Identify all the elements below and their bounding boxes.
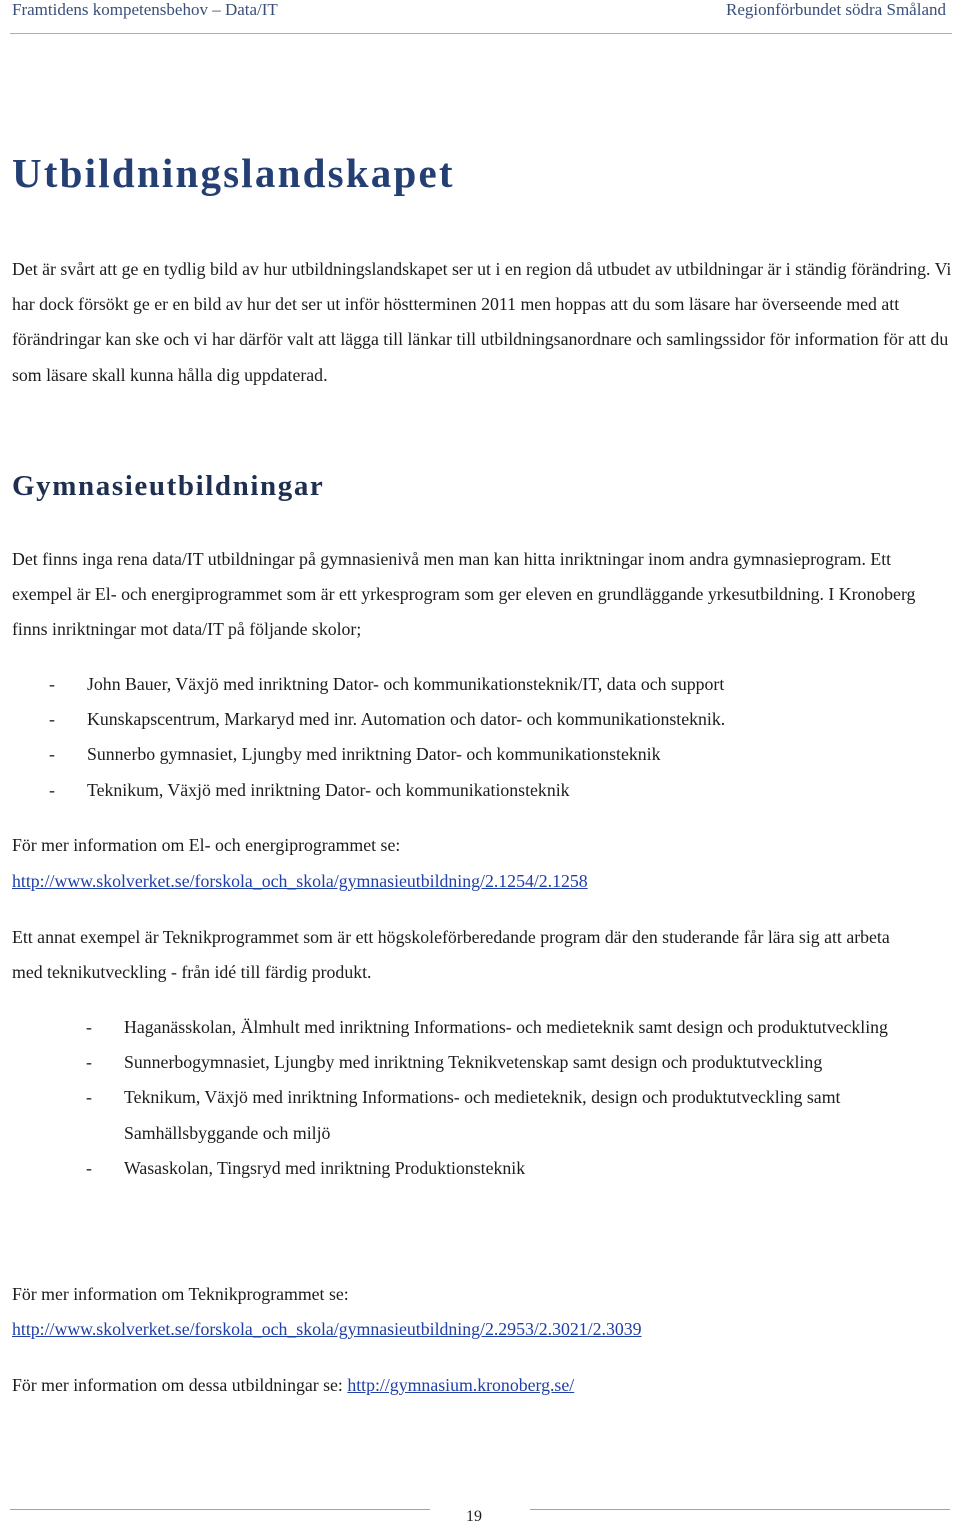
footer-divider-left [10, 1509, 430, 1510]
page-header [0, 0, 960, 26]
school-list-data-it [49, 667, 947, 808]
school-list-teknik [86, 1010, 934, 1186]
teknik-info-link-line [12, 1312, 642, 1347]
list-item-text: Wasaskolan, Tingsryd med inriktning Produktionsteknik [124, 1157, 526, 1178]
list-item-text: Kunskapscentrum, Markaryd med inr. Automation och dator- och kommunikationsteknik. [87, 709, 726, 730]
header-organization: Regionförbundet södra Småland [725, 0, 946, 19]
page-title: Utbildningslandskapet [12, 150, 455, 196]
bullet-dash: - [49, 779, 55, 800]
header-document-title: Framtidens kompetensbehov – Data/IT [12, 0, 278, 19]
gymnasium-paragraph: Det finns inga rena data/IT utbildningar på gymnasienivå men man kan hitta inriktningar inom andra gymnasieprogram. Ett exempel är El- och energiprogrammet som är ett yrkesprogram som ger eleven en grundläggande yrkesutbildning. I Kronoberg finns inriktningar mot data/IT på följande skolor; [12, 549, 916, 640]
list-item [49, 667, 947, 702]
list-item-text: John Bauer, Växjö med inriktning Dator- och kommunikationsteknik/IT, data och support [87, 674, 725, 694]
bullet-dash: - [49, 744, 55, 765]
bullet-dash: - [49, 709, 55, 730]
section-title-gymnasieutbildningar: Gymnasieutbildningar [12, 470, 325, 502]
list-item [49, 773, 947, 808]
bullet-dash: - [49, 674, 55, 694]
kronoberg-gymnasium-link[interactable]: http://gymnasium.kronoberg.se/ [347, 1375, 575, 1395]
page-number: 19 [466, 1508, 482, 1525]
footer-divider-right [530, 1509, 950, 1510]
list-item-text: Sunnerbogymnasiet, Ljungby med inriktning Teknikvetenskap samt design och produktutveckling [124, 1052, 823, 1073]
list-item-text: Sunnerbo gymnasiet, Ljungby med inriktning Dator- och kommunikationsteknik [87, 744, 661, 765]
el-info-label: För mer information om El- och energiprogrammet se: [12, 835, 401, 855]
bullet-dash: - [86, 1157, 92, 1178]
teknik-info-label: För mer information om Teknikprogrammet se: [12, 1284, 349, 1304]
teknik-info-link[interactable]: http://www.skolverket.se/forskola_och_skola/gymnasieutbildning/2.2953/2.3021/2.3039 [12, 1319, 642, 1339]
more-info-line [12, 1368, 574, 1403]
bullet-dash: - [86, 1052, 92, 1073]
list-item [86, 1010, 934, 1045]
list-item [86, 1080, 934, 1150]
el-info-link-line [12, 864, 588, 899]
list-item [86, 1151, 934, 1186]
header-divider [10, 33, 952, 34]
el-info-link[interactable]: http://www.skolverket.se/forskola_och_skola/gymnasieutbildning/2.1254/2.1258 [12, 871, 588, 891]
teknik-paragraph: Ett annat exempel är Teknikprogrammet som är ett högskoleförberedande program där den studerande får lära sig att arbeta med teknikutveckling - från idé till färdig produkt. [12, 927, 890, 983]
more-info-label: För mer information om dessa utbildningar se: [12, 1375, 343, 1395]
list-item [49, 737, 947, 772]
list-item [49, 702, 947, 737]
list-item-text: Teknikum, Växjö med inriktning Dator- och kommunikationsteknik [87, 779, 570, 800]
list-item-text: Haganässkolan, Älmhult med inriktning Informations- och medieteknik samt design och produktutveckling [124, 1017, 888, 1037]
bullet-dash: - [86, 1087, 92, 1108]
intro-paragraph: Det är svårt att ge en tydlig bild av hur utbildningslandskapet ser ut i en region då utbudet av utbildningar är i ständig förändring. Vi har dock försökt ge er en bild av hur det ser ut inför höstterminen 2011 men hoppas att du som läsare har överseende med att förändringar kan ske och vi har därför valt att lägga till länkar till utbildningsanordnare och samlingssidor för information för att du som läsare skall kunna hålla dig uppdaterad. [12, 259, 952, 385]
list-item [86, 1045, 934, 1080]
list-item-text: Teknikum, Växjö med inriktning Informations- och medieteknik, design och produktutveckling samt Samhällsbyggande och miljö [124, 1087, 841, 1143]
bullet-dash: - [86, 1017, 92, 1037]
